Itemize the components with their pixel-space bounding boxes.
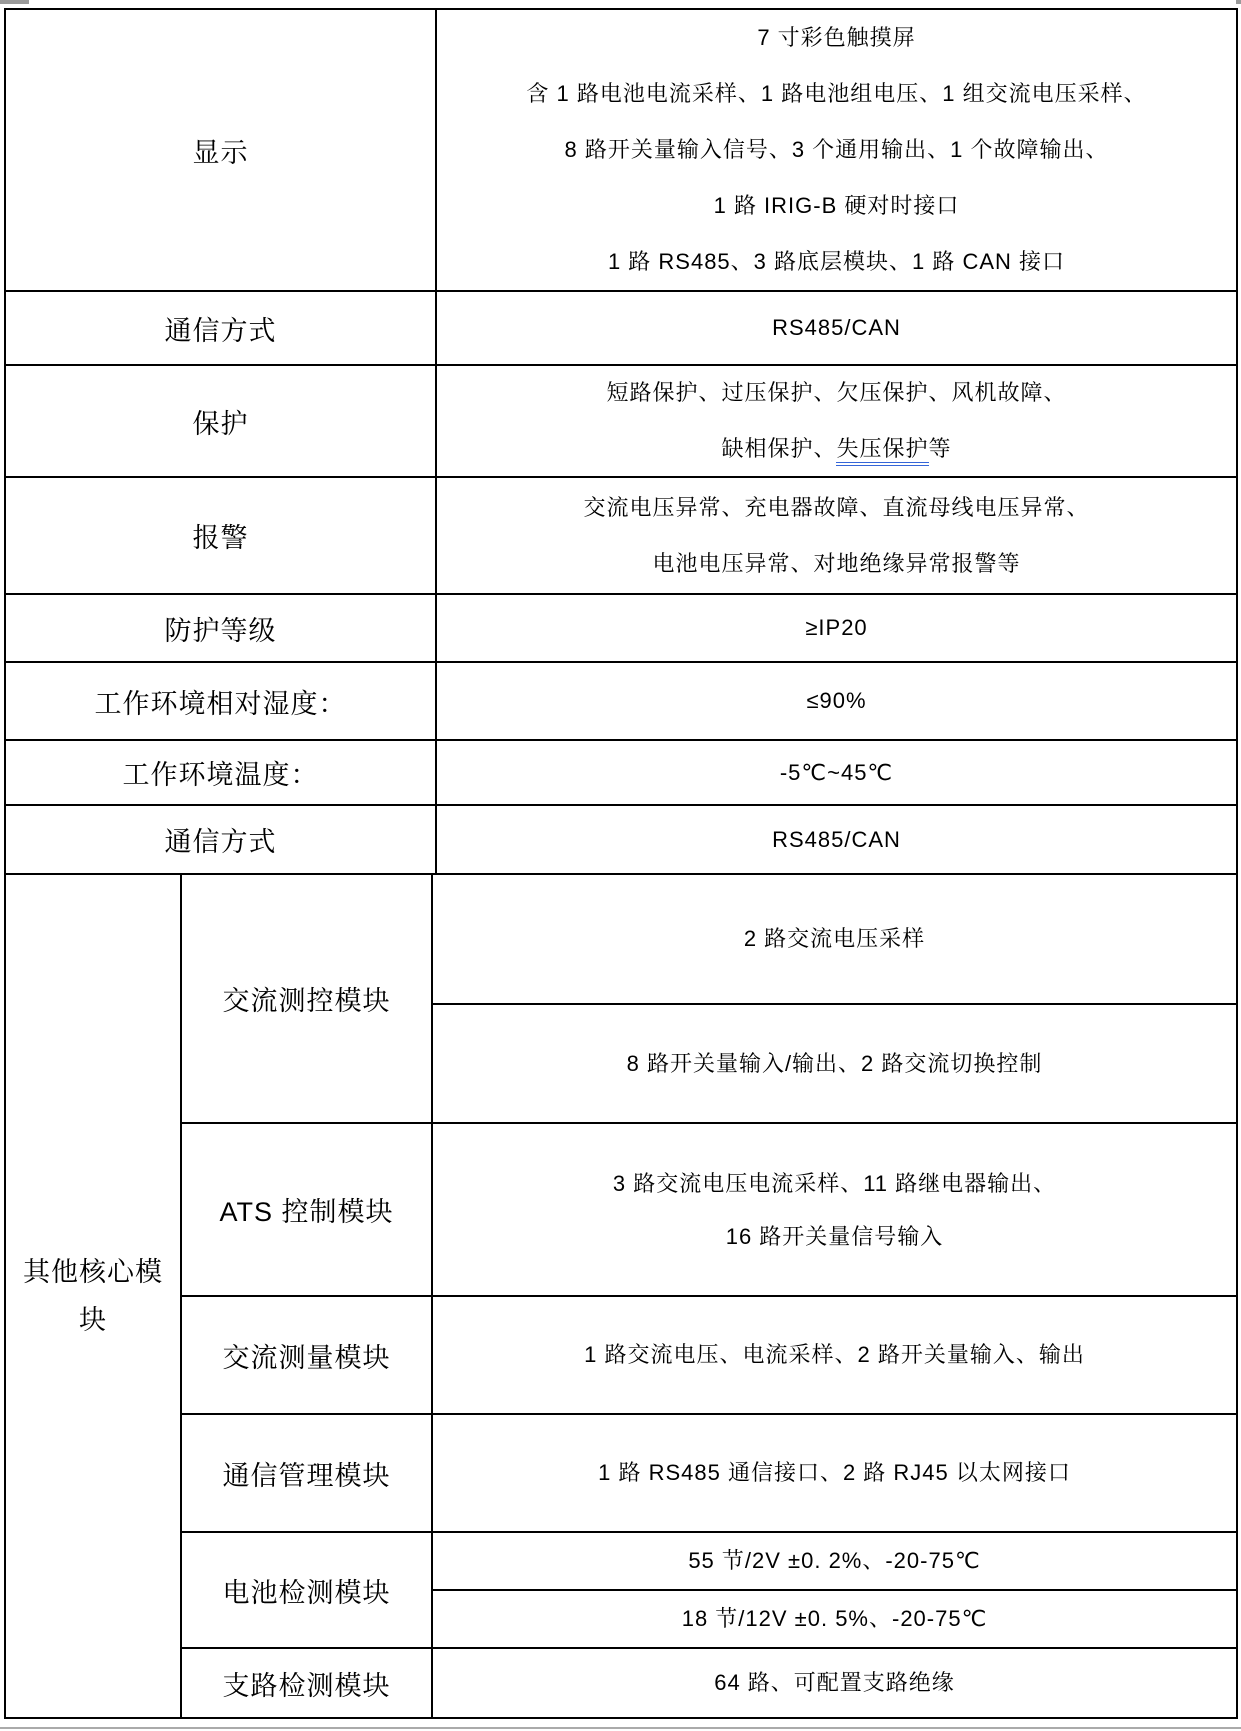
row-value-humidity xyxy=(437,663,1236,739)
module-row-comm-management xyxy=(182,1415,1236,1533)
module-label-ac-measure: 交流测量模块 xyxy=(182,1297,433,1413)
row-label-display: 显示 xyxy=(6,10,437,290)
protection-line2-prefix: 缺相保护、 xyxy=(721,436,837,461)
value-line xyxy=(721,421,951,477)
module-row-ats-control xyxy=(182,1124,1236,1297)
screenshot-edge-artifact-left xyxy=(0,0,29,4)
module-values-ac-control xyxy=(433,875,1236,1122)
spec-row-communication-1 xyxy=(6,292,1236,366)
screenshot-edge-artifact-bottom xyxy=(0,1727,1241,1729)
module-label-branch-monitor: 支路检测模块 xyxy=(182,1649,433,1717)
value-line: 短路保护、过压保护、欠压保护、风机故障、 xyxy=(606,380,1067,405)
value-line: 1 路 RS485 通信接口、2 路 RJ45 以太网接口 xyxy=(598,1460,1071,1485)
module-value-cell xyxy=(433,1005,1236,1122)
value-line: -5℃~45℃ xyxy=(779,759,894,785)
group-label-line: 其他核心模 xyxy=(23,1257,163,1287)
spec-row-humidity xyxy=(6,663,1236,741)
section-modules xyxy=(182,875,1236,1717)
value-line: 交流电压异常、充电器故障、直流母线电压异常、 xyxy=(583,494,1090,520)
row-value-display xyxy=(437,10,1236,290)
row-value-protection xyxy=(437,366,1236,476)
module-values-battery-monitor xyxy=(433,1533,1236,1647)
module-label-comm-management: 通信管理模块 xyxy=(182,1415,433,1531)
row-value-communication-2 xyxy=(437,806,1236,873)
value-line: 8 路开关量输入/输出、2 路交流切换控制 xyxy=(626,1050,1043,1076)
spec-row-temperature xyxy=(6,741,1236,806)
screenshot-edge-artifact-right xyxy=(1236,0,1241,4)
row-value-alarm xyxy=(437,478,1236,593)
value-line: 64 路、可配置支路绝缘 xyxy=(714,1670,955,1695)
section-group-label xyxy=(6,875,182,1717)
module-value-cell xyxy=(433,1591,1236,1647)
value-line: 2 路交流电压采样 xyxy=(743,926,926,951)
value-line: 1 路 RS485、3 路底层模块、1 路 CAN 接口 xyxy=(607,249,1066,274)
module-row-branch-monitor xyxy=(182,1649,1236,1717)
group-label-line: 块 xyxy=(79,1305,107,1335)
value-line: 含 1 路电池电流采样、1 路电池组电压、1 组交流电压采样、 xyxy=(526,81,1147,106)
row-label-temperature: 工作环境温度： xyxy=(6,741,437,804)
spec-row-communication-2 xyxy=(6,806,1236,875)
module-row-ac-measure xyxy=(182,1297,1236,1415)
module-value-cell xyxy=(433,1297,1236,1413)
protection-line2-suffix: 等 xyxy=(928,436,952,461)
module-value-cell xyxy=(433,1533,1236,1591)
value-line: 1 路 IRIG-B 硬对时接口 xyxy=(713,193,960,218)
row-label-communication-2: 通信方式 xyxy=(6,806,437,873)
spec-row-alarm xyxy=(6,478,1236,595)
module-row-ac-control xyxy=(182,875,1236,1124)
value-line: 电池电压异常、对地绝缘异常报警等 xyxy=(652,550,1021,576)
module-value-cell xyxy=(433,875,1236,1005)
row-label-ip-rating: 防护等级 xyxy=(6,595,437,661)
module-label-ac-control: 交流测控模块 xyxy=(182,875,433,1122)
spec-table xyxy=(4,8,1238,1719)
value-line: 16 路开关量信号输入 xyxy=(725,1223,944,1249)
module-label-battery-monitor: 电池检测模块 xyxy=(182,1533,433,1647)
value-line: 1 路交流电压、电流采样、2 路开关量输入、输出 xyxy=(584,1342,1085,1367)
value-line: RS485/CAN xyxy=(772,826,901,852)
spec-row-display xyxy=(6,10,1236,292)
row-value-ip-rating xyxy=(437,595,1236,661)
value-line: 3 路交流电压电流采样、11 路继电器输出、 xyxy=(612,1170,1057,1196)
module-label-ats-control: ATS 控制模块 xyxy=(182,1124,433,1295)
module-value-cell xyxy=(433,1649,1236,1717)
row-value-communication-1 xyxy=(437,292,1236,364)
row-label-humidity: 工作环境相对湿度： xyxy=(6,663,437,739)
module-row-battery-monitor xyxy=(182,1533,1236,1649)
value-line: 18 节/12V ±0. 5%、-20-75℃ xyxy=(681,1606,988,1631)
value-line: ≥IP20 xyxy=(805,615,868,640)
protection-underlined-phrase: 失压保护 xyxy=(836,436,928,466)
row-label-alarm: 报警 xyxy=(6,478,437,593)
spec-section-other-core-modules xyxy=(6,875,1236,1717)
row-value-temperature xyxy=(437,741,1236,804)
value-line: 55 节/2V ±0. 2%、-20-75℃ xyxy=(688,1548,981,1573)
spec-row-protection xyxy=(6,366,1236,478)
value-line: 7 寸彩色触摸屏 xyxy=(757,25,916,50)
spec-row-ip-rating xyxy=(6,595,1236,663)
row-label-communication-1: 通信方式 xyxy=(6,292,437,364)
value-line: ≤90% xyxy=(806,688,867,713)
module-value-cell xyxy=(433,1124,1236,1295)
row-label-protection: 保护 xyxy=(6,366,437,476)
value-line: 8 路开关量输入信号、3 个通用输出、1 个故障输出、 xyxy=(564,137,1109,162)
value-line: RS485/CAN xyxy=(772,315,901,340)
module-value-cell xyxy=(433,1415,1236,1531)
